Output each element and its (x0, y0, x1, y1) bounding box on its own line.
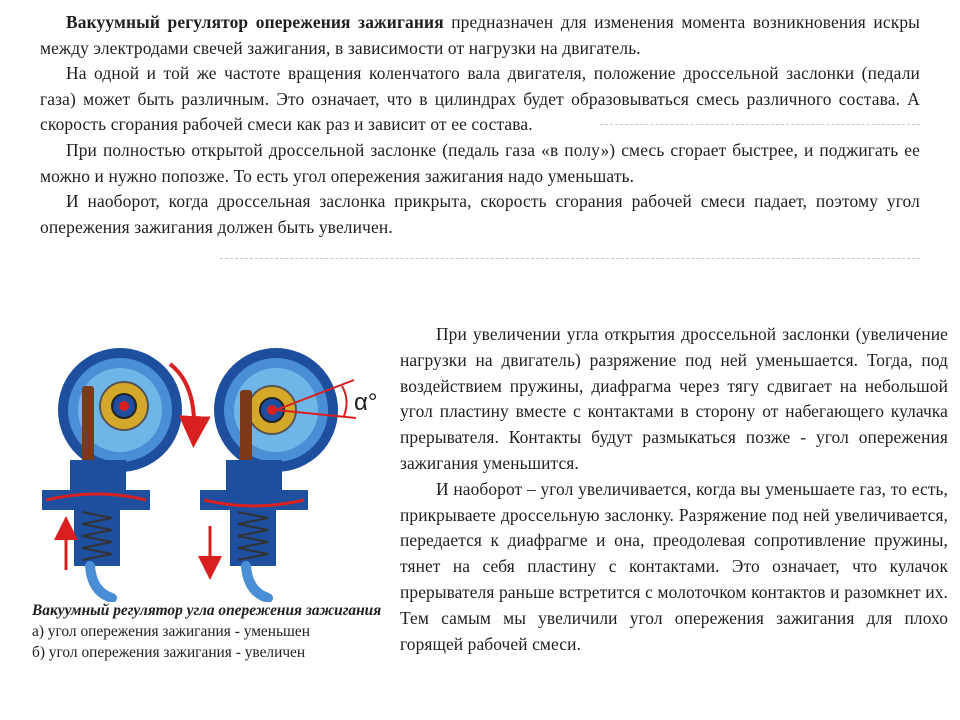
angle-label: α° (354, 389, 378, 416)
stem-a (70, 460, 126, 494)
regulator-unit-a (42, 348, 182, 598)
diaphragm-chamber-a (42, 490, 150, 566)
intro-paragraph-3: При полностью открытой дроссельной заслонке (педаль газа «в полу») смесь сгорает быстрее, и поджигать ее можно и нужно попозже. То есть угол опережения зажигания надо уменьшать. (40, 139, 920, 186)
explanation-paragraph-1: При увеличении угла открытия дроссельной заслонки (увеличение нагрузки на двигатель) разряжение под ней уменьшается. Тогда, под воздействием пружины, диафрагма через тягу сдвигает на небольшой угол пластину вместе с контактами в сторону от набегающего кулачка прерывателя. Контакты будут размыкаться позже - угол опережения зажигания уменьшится. (400, 324, 948, 473)
caption-item-a: а) угол опережения зажигания - уменьшен (32, 623, 310, 640)
vacuum-hose-a (90, 566, 112, 598)
vacuum-regulator-diagram (20, 340, 390, 602)
angle-arc (342, 386, 347, 416)
explanation-paragraph-2: И наоборот – угол увеличивается, когда вы уменьшаете газ, то есть, прикрываете дроссельную заслонку. Разряжение под ней увеличивается, передается к диафрагме и она, преодолевая сопротивление пружины, тянет на себя пластину с контактами. Это означает, что кулачок прерывателя раньше встретится с молоточком контактов и разомкнет их. Тем самым мы увеличили угол опережения зажигания для плохо горящей рабочей смеси. (400, 478, 948, 654)
guide-line-middle (220, 258, 920, 259)
caption-item-b: б) угол опережения зажигания - увеличен (32, 644, 306, 661)
intro-paragraph-2: На одной и той же частоте вращения коленчатого вала двигателя, положение дроссельной заслонки (педали газа) может быть различным. Это означает, что в цилиндрах будет образовываться смесь различного состава. А скорость сгорания рабочей смеси как раз и зависит от ее состава. (40, 63, 920, 135)
vacuum-hose-b (246, 566, 268, 598)
cam-b-hub (267, 405, 277, 415)
intro-paragraph-1 (40, 10, 920, 61)
explanation-text-block (400, 322, 948, 657)
cam-a-hub (119, 401, 129, 411)
intro-heading: Вакуумный регулятор опережения зажигания (66, 12, 444, 32)
regulator-unit-b (200, 348, 338, 598)
caption-title: Вакуумный регулятор угла опережения зажигания (32, 602, 382, 619)
intro-paragraph-4: И наоборот, когда дроссельная заслонка прикрыта, скорость сгорания рабочей смеси падает, поэтому угол опережения зажигания должен быть увеличен. (40, 191, 920, 237)
figure-caption (32, 600, 392, 663)
intro-text-block (40, 10, 920, 240)
intro-heading-rest: предназначен для изменения момента возникновения искры между электродами свечей зажигания, в зависимости от нагрузки на двигатель. (40, 12, 921, 58)
stem-b (226, 460, 282, 494)
